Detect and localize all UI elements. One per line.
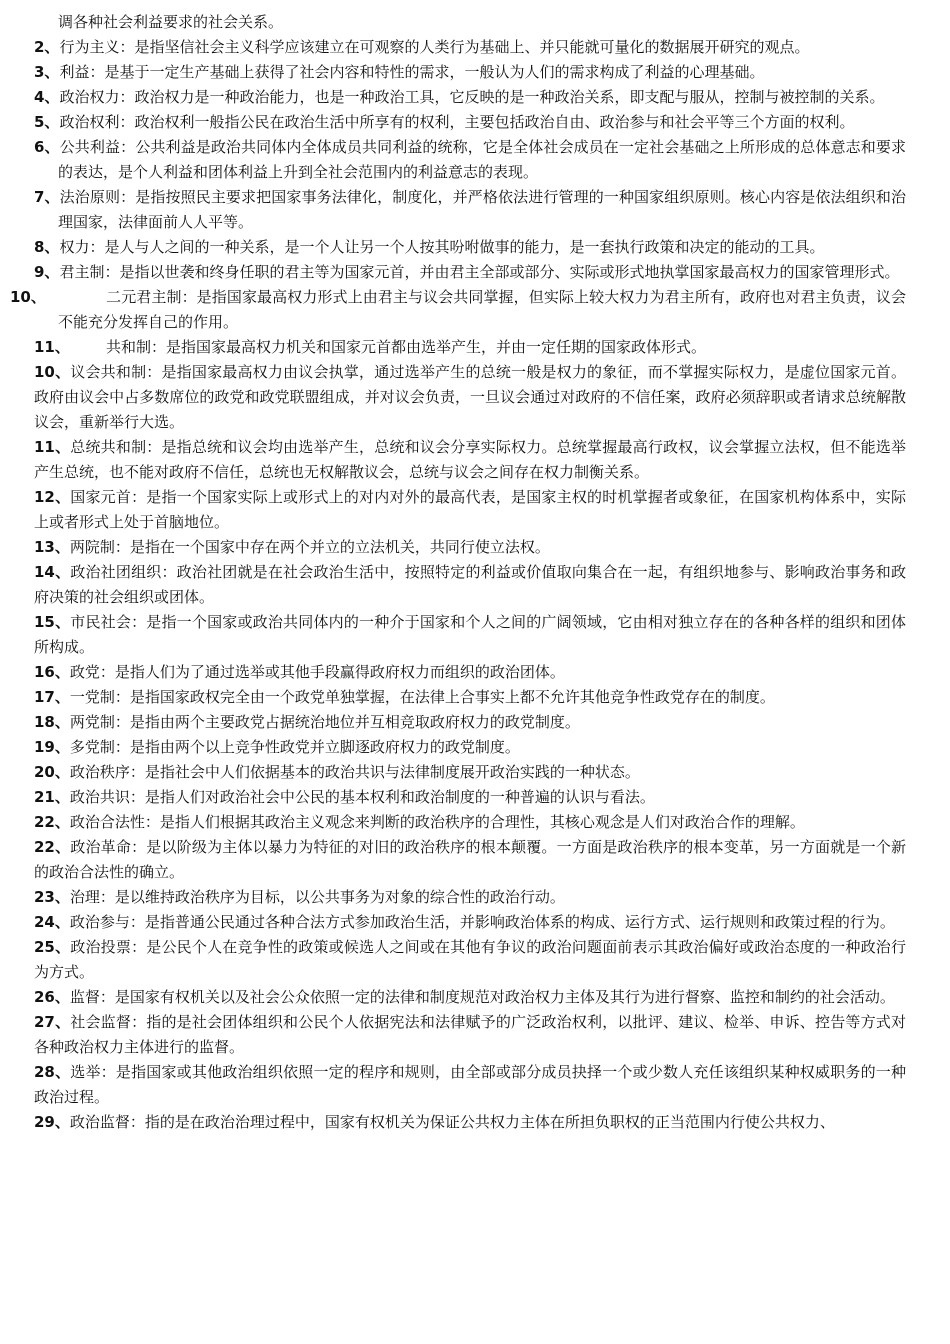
list-item: 21、政治共识：是指人们对政治社会中公民的基本权利和政治制度的一种普遍的认识与看法。 <box>34 788 655 806</box>
list-item: 4、政治权力：政治权力是一种政治能力，也是一种政治工具，它反映的是一种政治关系，即支配与服从，控制与被控制的关系。 <box>34 88 885 106</box>
list-item: 10、议会共和制：是指国家最高权力由议会执掌，通过选举产生的总统一般是权力的象征，而不掌握实际权力，是虚位国家元首。政府由议会中占多数席位的政党和政党联盟组成，并对议会负责，一旦议会通过对政府的不信任案，政府必须辞职或者请求总统解散议会，重新举行大选。 <box>34 363 906 431</box>
list-item: 调各种社会利益要求的社会关系。 <box>58 13 284 31</box>
list-item: 8、权力：是人与人之间的一种关系，是一个人让另一个人按其吩咐做事的能力，是一套执行政策和决定的能动的工具。 <box>34 238 825 256</box>
list-item: 11、 共和制：是指国家最高权力机关和国家元首都由选举产生，并由一定任期的国家政体形式。 <box>34 338 707 356</box>
list-item: 3、利益：是基于一定生产基础上获得了社会内容和特性的需求，一般认为人们的需求构成了利益的心理基础。 <box>34 63 765 81</box>
list-item: 13、两院制：是指在一个国家中存在两个并立的立法机关，共同行使立法权。 <box>34 538 550 556</box>
list-item: 7、法治原则：是指按照民主要求把国家事务法律化，制度化，并严格依法进行管理的一种国家组织原则。核心内容是依法组织和治理国家，法律面前人人平等。 <box>34 188 906 231</box>
list-item: 10、 二元君主制：是指国家最高权力形式上由君主与议会共同掌握，但实际上较大权力为君主所有，政府也对君主负责，议会不能充分发挥自己的作用。 <box>10 288 906 331</box>
list-item: 6、公共利益：公共利益是政治共同体内全体成员共同利益的统称，它是全体社会成员在一定社会基础之上所形成的总体意志和要求的表达，是个人利益和团体利益上升到全社会范围内的利益意志的表现。 <box>34 138 906 181</box>
list-item: 15、市民社会：是指一个国家或政治共同体内的一种介于国家和个人之间的广阔领域，它由相对独立存在的各种各样的组织和团体所构成。 <box>34 613 906 656</box>
list-item: 19、多党制：是指由两个以上竞争性政党并立脚逐政府权力的政党制度。 <box>34 738 520 756</box>
list-item: 14、政治社团组织：政治社团就是在社会政治生活中，按照特定的利益或价值取向集合在一起，有组织地参与、影响政治事务和政府决策的社会组织或团体。 <box>34 563 906 606</box>
list-item: 25、政治投票：是公民个人在竞争性的政策或候选人之间或在其他有争议的政治问题面前表示其政治偏好或政治态度的一种政治行为方式。 <box>34 938 906 981</box>
list-item: 22、政治合法性：是指人们根据其政治主义观念来判断的政治秩序的合理性，其核心观念是人们对政治合作的理解。 <box>34 813 805 831</box>
list-item: 28、选举：是指国家或其他政治组织依照一定的程序和规则，由全部或部分成员抉择一个或少数人充任该组织某种权威职务的一种政治过程。 <box>34 1063 906 1106</box>
list-item: 27、社会监督：指的是社会团体组织和公民个人依据宪法和法律赋予的广泛政治权利，以批评、建议、检举、申诉、控告等方式对各种政治权力主体进行的监督。 <box>34 1013 906 1056</box>
list-item: 11、总统共和制：是指总统和议会均由选举产生，总统和议会分享实际权力。总统掌握最高行政权，议会掌握立法权，但不能选举产生总统，也不能对政府不信任，总统也无权解散议会，总统与议会之间存在权力制衡关系。 <box>34 438 906 481</box>
list-item: 26、监督：是国家有权机关以及社会公众依照一定的法律和制度规范对政治权力主体及其行为进行督察、监控和制约的社会活动。 <box>34 988 895 1006</box>
list-item: 12、国家元首：是指一个国家实际上或形式上的对内对外的最高代表，是国家主权的时机掌握者或象征，在国家机构体系中，实际上或者形式上处于首脑地位。 <box>34 488 906 531</box>
list-item: 9、君主制：是指以世袭和终身任职的君主等为国家元首，并由君主全部或部分、实际或形式地执掌国家最高权力的国家管理形式。 <box>34 263 900 281</box>
list-item: 18、两党制：是指由两个主要政党占据统治地位并互相竞取政府权力的政党制度。 <box>34 713 580 731</box>
list-item: 17、一党制：是指国家政权完全由一个政党单独掌握，在法律上合事实上都不允许其他竞争性政党存在的制度。 <box>34 688 775 706</box>
list-item: 24、政治参与：是指普通公民通过各种合法方式参加政治生活，并影响政治体系的构成、运行方式、运行规则和政策过程的行为。 <box>34 913 895 931</box>
list-item: 5、政治权利：政治权利一般指公民在政治生活中所享有的权利，主要包括政治自由、政治参与和社会平等三个方面的权利。 <box>34 113 855 131</box>
list-item: 16、政党：是指人们为了通过选举或其他手段赢得政府权力而组织的政治团体。 <box>34 663 565 681</box>
list-item: 29、政治监督：指的是在政治治理过程中，国家有权机关为保证公共权力主体在所担负职权的正当范围内行使公共权力、 <box>34 1113 835 1131</box>
list-item: 2、行为主义：是指坚信社会主义科学应该建立在可观察的人类行为基础上、并只能就可量化的数据展开研究的观点。 <box>34 38 810 56</box>
list-item: 23、治理：是以维持政治秩序为目标，以公共事务为对象的综合性的政治行动。 <box>34 888 565 906</box>
list-item: 22、政治革命：是以阶级为主体以暴力为特征的对旧的政治秩序的根本颠覆。一方面是政治秩序的根本变革，另一方面就是一个新的政治合法性的确立。 <box>34 838 906 881</box>
list-item: 20、政治秩序：是指社会中人们依据基本的政治共识与法律制度展开政治实践的一种状态。 <box>34 763 640 781</box>
